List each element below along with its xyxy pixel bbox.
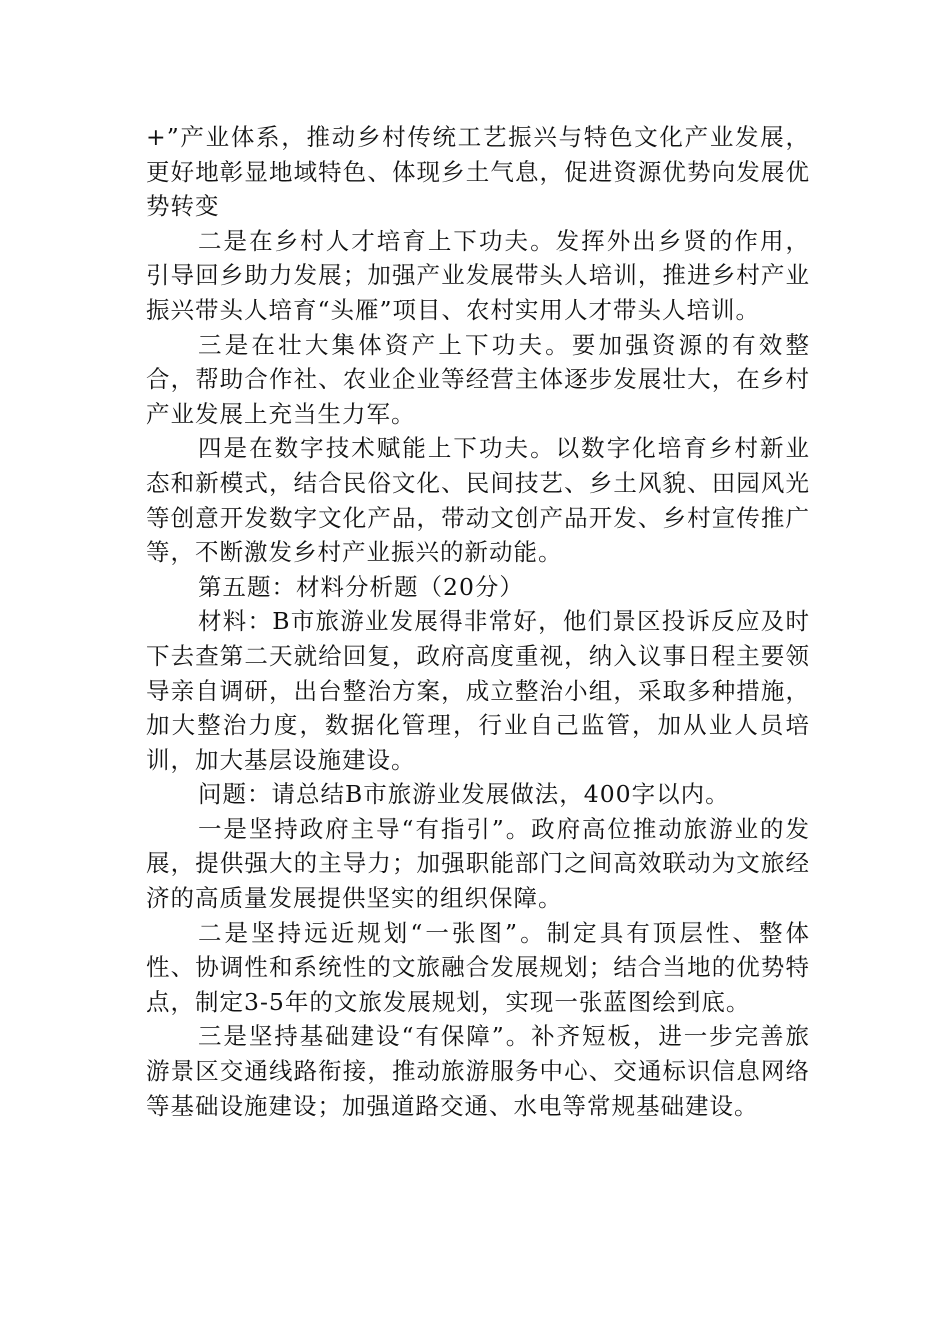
document-body (146, 120, 810, 1123)
question-five-heading: 第五题：材料分析题（20分） (198, 572, 524, 601)
paragraph-point-two-talent: 二是在乡村人才培育上下功夫。发挥外出乡贤的作用，引导回乡助力发展；加强产业发展带头人培训，推进乡村产业振兴带头人培育“头雁”项目、农村实用人才带头人培训。 (146, 226, 810, 324)
answer-point-three: 三是坚持基础建设“有保障”。补齐短板，进一步完善旅游景区交通线路衔接，推动旅游服务中心、交通标识信息网络等基础设施建设；加强道路交通、水电等常规基础建设。 (146, 1022, 810, 1120)
paragraph-continuation: +”产业体系，推动乡村传统工艺振兴与特色文化产业发展，更好地彰显地域特色、体现乡土气息，促进资源优势向发展优势转变 (146, 123, 810, 221)
answer-point-one: 一是坚持政府主导“有指引”。政府高位推动旅游业的发展，提供强大的主导力；加强职能部门之间高效联动为文旅经济的高质量发展提供坚实的组织保障。 (146, 814, 810, 913)
paragraph-point-four-digital: 四是在数字技术赋能上下功夫。以数字化培育乡村新业态和新模式，结合民俗文化、民间技艺、乡土风貌、田园风光等创意开发数字文化产品，带动文创产品开发、乡村宣传推广等，不断激发乡村产业振兴的新动能。 (146, 434, 810, 567)
paragraph-point-three-assets: 三是在壮大集体资产上下功夫。要加强资源的有效整合，帮助合作社、农业企业等经营主体逐步发展壮大，在乡村产业发展上充当生力军。 (146, 330, 810, 428)
material-paragraph: 材料：B市旅游业发展得非常好，他们景区投诉反应及时下去查第二天就给回复，政府高度重视，纳入议事日程主要领导亲自调研，出台整治方案，成立整治小组，采取多种措施，加大整治力度，数据化管理，行业自己监管，加从业人员培训，加大基层设施建设。 (146, 607, 810, 774)
question-paragraph: 问题：请总结B市旅游业发展做法，400字以内。 (198, 780, 730, 809)
answer-point-two: 二是坚持远近规划“一张图”。制定具有顶层性、整体性、协调性和系统性的文旅融合发展规划；结合当地的优势特点，制定3-5年的文旅发展规划，实现一张蓝图绘到底。 (146, 918, 810, 1016)
